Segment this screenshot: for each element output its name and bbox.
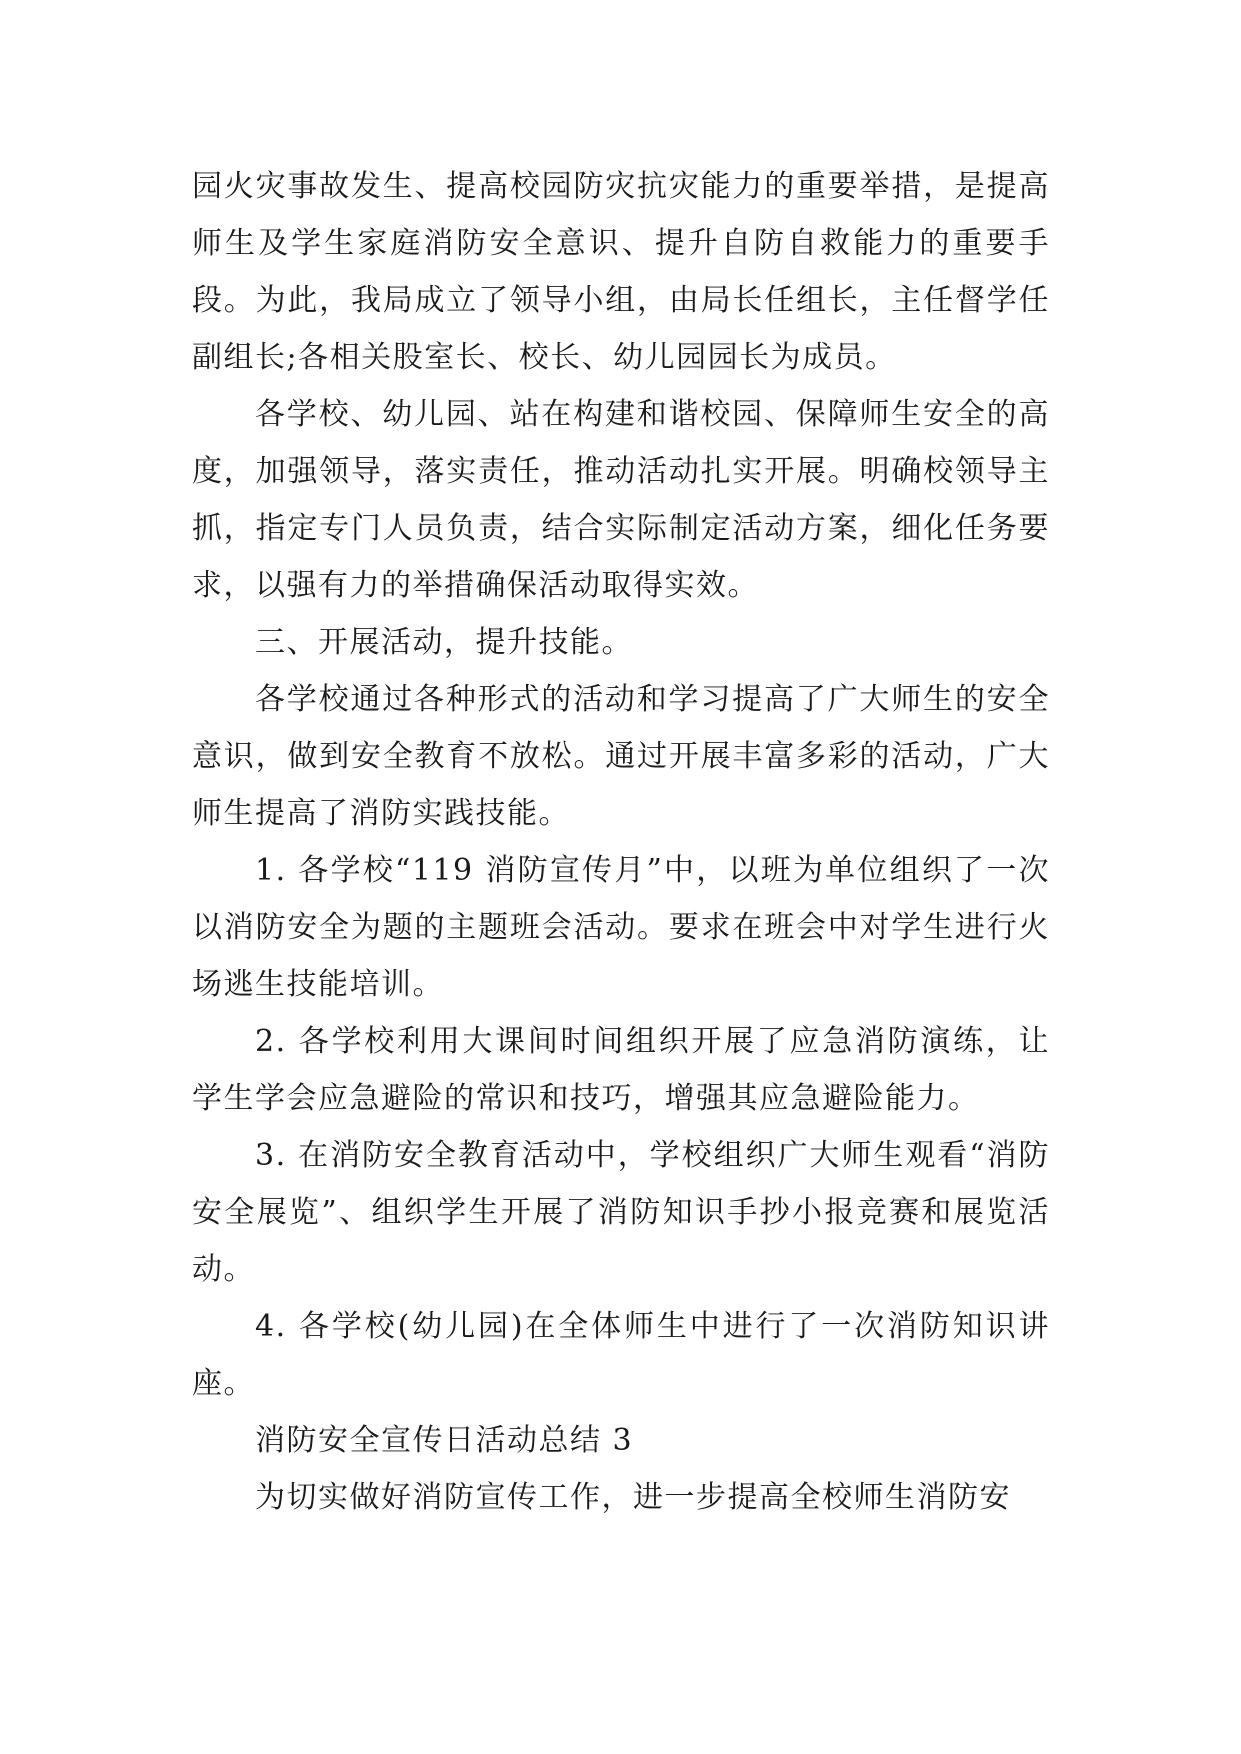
list-item-2: 2. 各学校利用大课间时间组织开展了应急消防演练，让学生学会应急避险的常识和技巧，增强其应急避险能力。 [192, 1024, 1050, 1116]
paragraph-leadership: 各学校、幼儿园、站在构建和谐校园、保障师生安全的高度，加强领导，落实责任，推动活动扎实开展。明确校领导主抓，指定专门人员负责，结合实际制定活动方案，细化任务要求，以强有力的举措确保活动取得实效。 [192, 397, 1050, 603]
list-item-4: 4. 各学校(幼儿园)在全体师生中进行了一次消防知识讲座。 [192, 1309, 1050, 1401]
list-item-1: 1. 各学校“119 消防宣传月”中，以班为单位组织了一次以消防安全为题的主题班会活动。要求在班会中对学生进行火场逃生技能培训。 [192, 853, 1050, 1002]
paragraph-activities-summary: 各学校通过各种形式的活动和学习提高了广大师生的安全意识，做到安全教育不放松。通过开展丰富多彩的活动，广大师生提高了消防实践技能。 [192, 682, 1050, 831]
document-body [192, 158, 1050, 1526]
document-section-title: 消防安全宣传日活动总结 3 [255, 1423, 634, 1458]
paragraph-intro-continued: 园火灾事故发生、提高校园防灾抗灾能力的重要举措，是提高师生及学生家庭消防安全意识、提升自防自救能力的重要手段。为此，我局成立了领导小组，由局长任组长，主任督学任副组长;各相关股室长、校长、幼儿园园长为成员。 [192, 169, 1050, 375]
paragraph-final-start: 为切实做好消防宣传工作，进一步提高全校师生消防安 [255, 1480, 1011, 1515]
section-heading-activities: 三、开展活动，提升技能。 [255, 625, 633, 660]
list-item-3: 3. 在消防安全教育活动中，学校组织广大师生观看“消防安全展览”、组织学生开展了消防知识手抄小报竞赛和展览活动。 [192, 1138, 1050, 1287]
